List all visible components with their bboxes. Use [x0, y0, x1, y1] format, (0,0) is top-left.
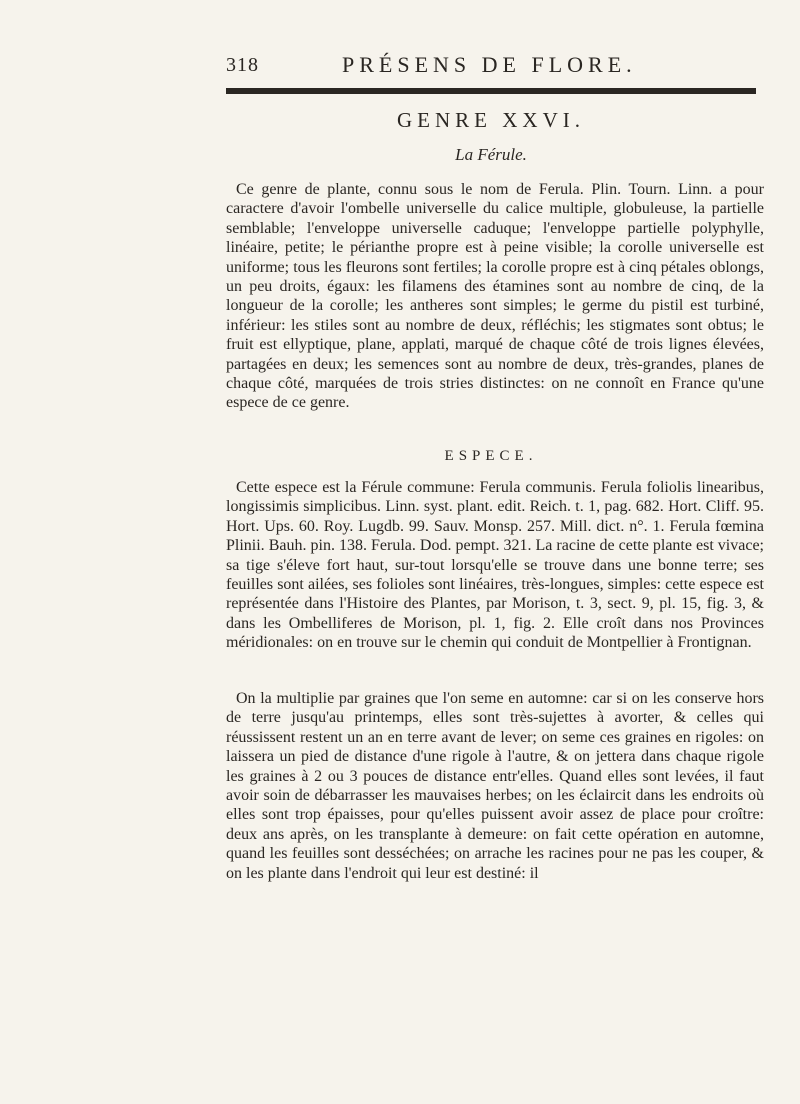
genre-heading: GENRE XXVI. [397, 108, 585, 132]
header-rule [226, 88, 756, 94]
page-number: 318 [226, 54, 259, 76]
running-title: PRÉSENS DE FLORE. [342, 52, 637, 77]
page-header [226, 52, 756, 82]
espece-heading: ESPECE. [444, 448, 538, 464]
genre-subtitle: La Férule. [455, 145, 527, 164]
cultivation-paragraph: On la multiplie par graines que l'on seme en automne: car si on les conserve hors de terre jusqu'au printemps, elles sont très-sujettes à avorter, & celles qui réussissent restent un an en terre avant de lever; on seme ces graines en rigoles: on laissera un pied de distance d'une rigole à l'autre, & on jettera dans chaque rigole les graines à 2 ou 3 pouces de distance entr'elles. Quand elles sont levées, il faut avoir soin de débarrasser les mauvaises herbes; on les éclaircit dans les endroits où elles sont trop épaisses, pour qu'elles puissent avoir assez de place pour croître: deux ans après, on les transplante à demeure: on fait cette opération en automne, quand les feuilles sont desséchées; on arrache les racines pour ne pas les couper, & on les plante dans l'endroit qui leur est destiné: il [226, 690, 764, 882]
espece-description-paragraph: Cette espece est la Férule commune: Ferula communis. Ferula foliolis linearibus, longissimis simplicibus. Linn. syst. plant. edit. Reich. t. 1, pag. 682. Hort. Cliff. 95. Hort. Ups. 60. Roy. Lugdb. 99. Sauv. Monsp. 257. Mill. dict. n°. 1. Ferula fœmina Plinii. Bauh. pin. 138. Ferula. Dod. pempt. 321. La racine de cette plante est vivace; sa tige s'éleve fort haut, sur-tout lorsqu'elle se trouve dans une bonne terre; ses feuilles sont ailées, ses folioles sont linéaires, très-longues, simples: cette espece est représentée dans l'Histoire des Plantes, par Morison, t. 3, sect. 9, pl. 15, fig. 3, & dans les Ombelliferes de Morison, pl. 1, fig. 2. Elle croît dans nos Provinces méridionales: on en trouve sur le chemin qui conduit de Montpellier à Frontignan. [226, 479, 764, 652]
genre-description-paragraph: Ce genre de plante, connu sous le nom de Ferula. Plin. Tourn. Linn. a pour caractere d'avoir l'ombelle universelle du calice multiple, globuleuse, la partielle semblable; l'enveloppe universelle caduque; l'enveloppe partielle polyphylle, linéaire, petite; le périanthe propre est à peine visible; la corolle universelle est uniforme; tous les fleurons sont fertiles; la corolle propre est à cinq pétales oblongs, un peu droits, égaux: les filamens des étamines sont au nombre de cinq, de la longueur de la corolle; les antheres sont simples; le germe du pistil est turbiné, inférieur: les stiles sont au nombre de deux, réfléchis; les stigmates sont obtus; le fruit est ellyptique, plane, applati, marqué de chaque côté de trois lignes élevées, partagées en deux; les semences sont au nombre de deux, très-grandes, planes de chaque côté, marquées de trois stries distinctes: on ne connoît en France qu'une espece de ce genre. [226, 181, 764, 412]
